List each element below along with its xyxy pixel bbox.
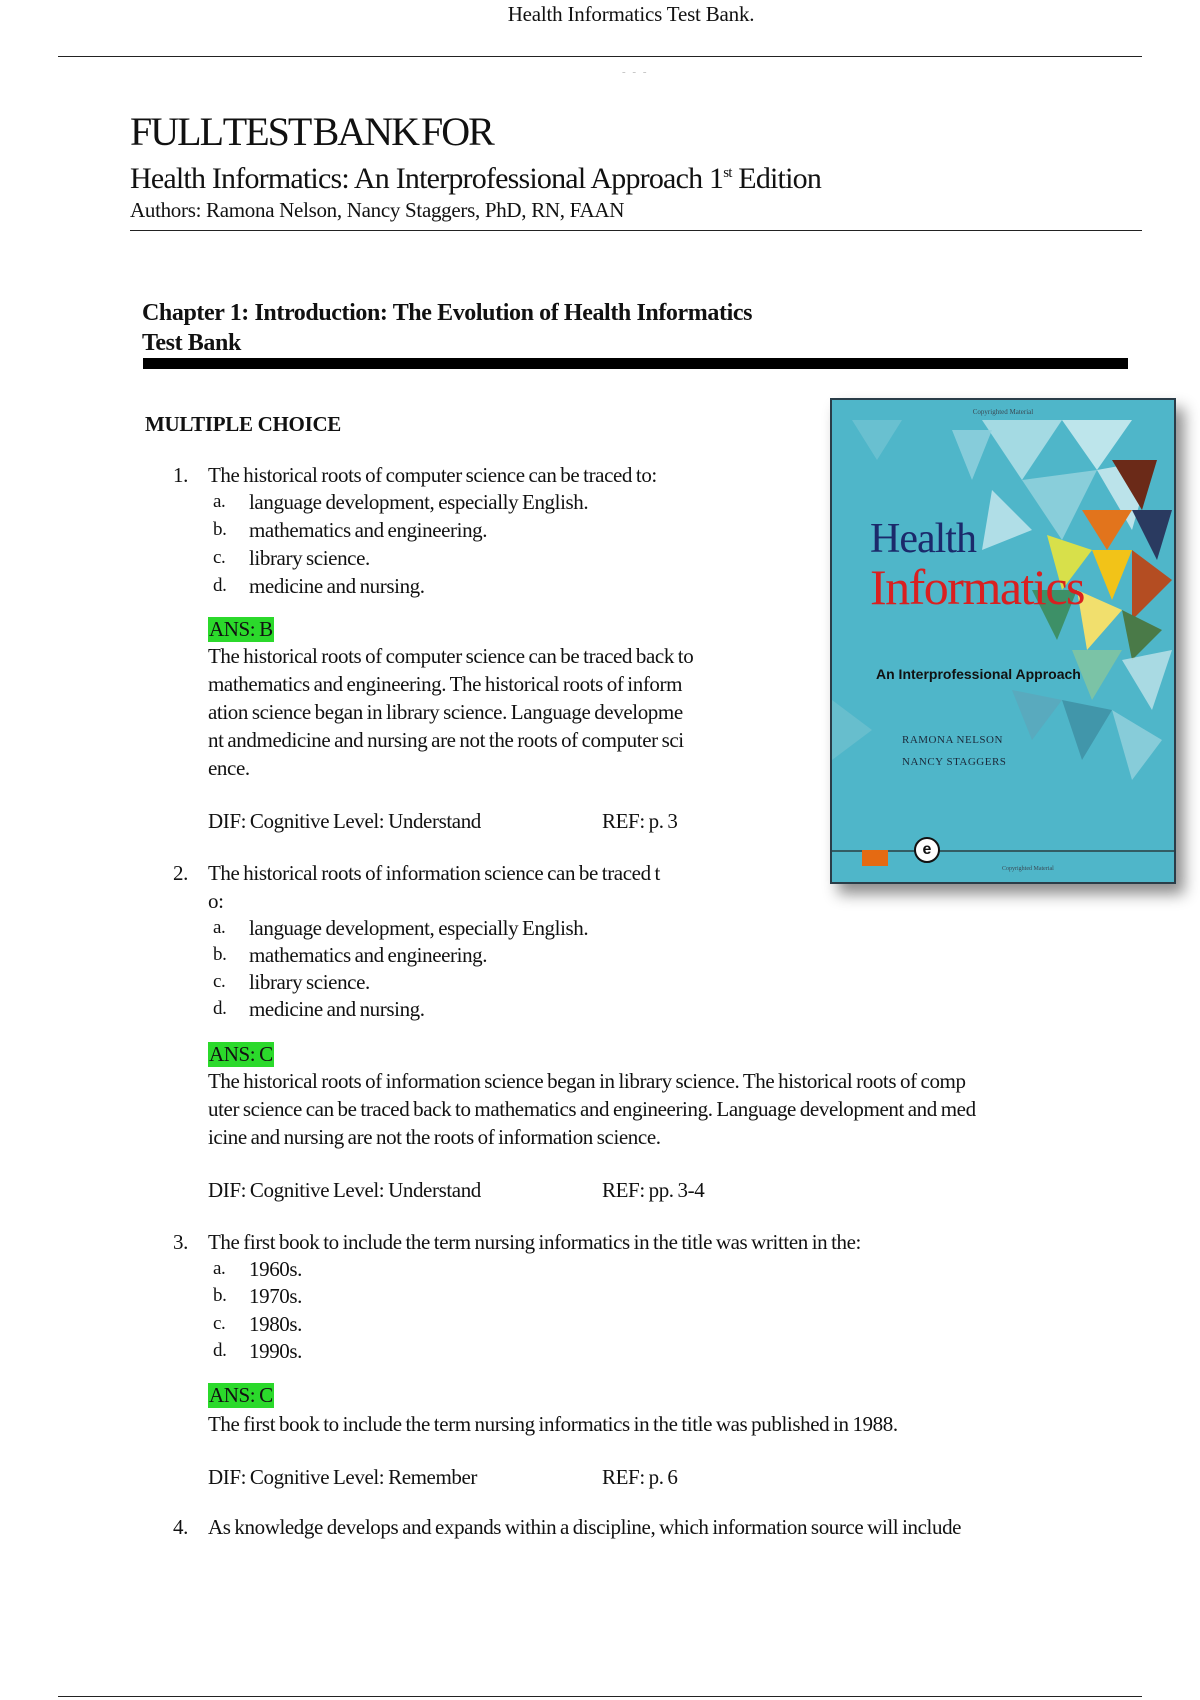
question-stem: The historical roots of computer science can be traced to: [208,463,657,487]
question-number: 2. [173,861,188,885]
option-text: language development, especially English. [249,916,589,940]
title-rule [130,230,1142,231]
footer-rule [58,1696,1142,1697]
page-reference: REF: p. 3 [602,809,678,833]
cover-triangle-pattern [832,400,1174,882]
option-text: 1980s. [249,1312,303,1336]
cover-author-1: RAMONA NELSON [902,734,1003,746]
option-letter: c. [213,547,226,568]
option-text: library science. [249,546,370,570]
header-rule [58,56,1142,57]
publisher-logo-icon [862,850,888,866]
authors-line: Authors: Ramona Nelson, Nancy Staggers, PhD, RN, FAAN [130,198,625,222]
rationale-line: The historical roots of information science began in library science. The historical roots of comp [208,1069,966,1093]
cover-tagline: An Interprofessional Approach [876,666,1081,682]
option-letter: c. [213,971,226,992]
option-text: mathematics and engineering. [249,943,488,967]
rationale-line: ation science began in library science. Language developme [208,700,683,724]
question-number: 3. [173,1230,188,1254]
running-header: Health Informatics Test Bank. [507,2,755,26]
chapter-rule [143,358,1128,369]
page-reference: REF: pp. 3-4 [602,1178,705,1202]
option-text: 1990s. [249,1339,303,1363]
rationale-line: uter science can be traced back to mathematics and engineering. Language development and med [208,1097,976,1121]
ebook-e-icon: e [914,837,940,863]
rationale-line: The first book to include the term nursing informatics in the title was published in 1988. [208,1412,898,1436]
answer-highlight: ANS: B [209,617,273,641]
cover-title-line2: Informatics [870,559,1084,615]
edition-word: Edition [731,162,822,195]
edition-superscript: st [723,165,732,181]
cover-copyright-top: Copyrighted Material [972,408,1034,416]
rationale-line: ence. [208,756,250,780]
option-letter: d. [213,1340,227,1361]
rationale [208,642,808,782]
option-letter: b. [213,519,227,540]
option-letter: a. [213,1258,226,1279]
cover-copyright-bottom: Copyrighted Material [1002,866,1054,872]
option-letter: a. [213,917,226,938]
chapter-heading [142,298,752,358]
book-title-text: Health Informatics: An Interprofessional Approach 1 [130,162,724,195]
option-letter: d. [213,998,227,1019]
rationale [208,1067,1158,1151]
option-text: medicine and nursing. [249,997,425,1021]
option-text: mathematics and engineering. [249,518,488,542]
option-letter: c. [213,1313,226,1334]
option-text: medicine and nursing. [249,574,425,598]
question-stem: As knowledge develops and expands within a discipline, which information source will include [208,1515,962,1539]
section-heading: MULTIPLE CHOICE [145,412,342,436]
option-letter: a. [213,491,226,512]
book-title [130,162,821,196]
question-stem: The first book to include the term nursing informatics in the title was written in the: [208,1230,861,1254]
difficulty: DIF: Cognitive Level: Understand [208,809,481,833]
rationale [208,1410,1158,1438]
chapter-subtitle: Test Bank [142,330,241,356]
full-test-bank-heading: FULL TEST BANK FOR [130,109,493,154]
question-stem: The historical roots of information science can be traced t [208,861,660,885]
cover-author-2: NANCY STAGGERS [902,756,1007,768]
question-stem-continued: o: [208,889,224,913]
option-letter: b. [213,1285,227,1306]
option-text: language development, especially English. [249,490,589,514]
rationale-line: nt andmedicine and nursing are not the roots of computer sci [208,728,684,752]
rationale-line: icine and nursing are not the roots of information science. [208,1125,661,1149]
cover-title-line1: Health [870,516,976,562]
question-number: 4. [173,1515,188,1539]
question-number: 1. [173,463,188,487]
book-cover-image [830,398,1176,884]
top-mark: - - - [622,66,649,78]
answer-highlight: ANS: C [209,1383,273,1407]
difficulty: DIF: Cognitive Level: Remember [208,1465,478,1489]
option-text: 1960s. [249,1257,303,1281]
page-reference: REF: p. 6 [602,1465,678,1489]
answer-highlight: ANS: C [209,1042,273,1066]
difficulty: DIF: Cognitive Level: Understand [208,1178,481,1202]
option-text: 1970s. [249,1284,303,1308]
option-letter: d. [213,575,227,596]
rationale-line: mathematics and engineering. The historical roots of inform [208,672,683,696]
option-text: library science. [249,970,370,994]
option-letter: b. [213,944,227,965]
chapter-title: Chapter 1: Introduction: The Evolution of Health Informatics [142,300,753,326]
rationale-line: The historical roots of computer science can be traced back to [208,644,694,668]
